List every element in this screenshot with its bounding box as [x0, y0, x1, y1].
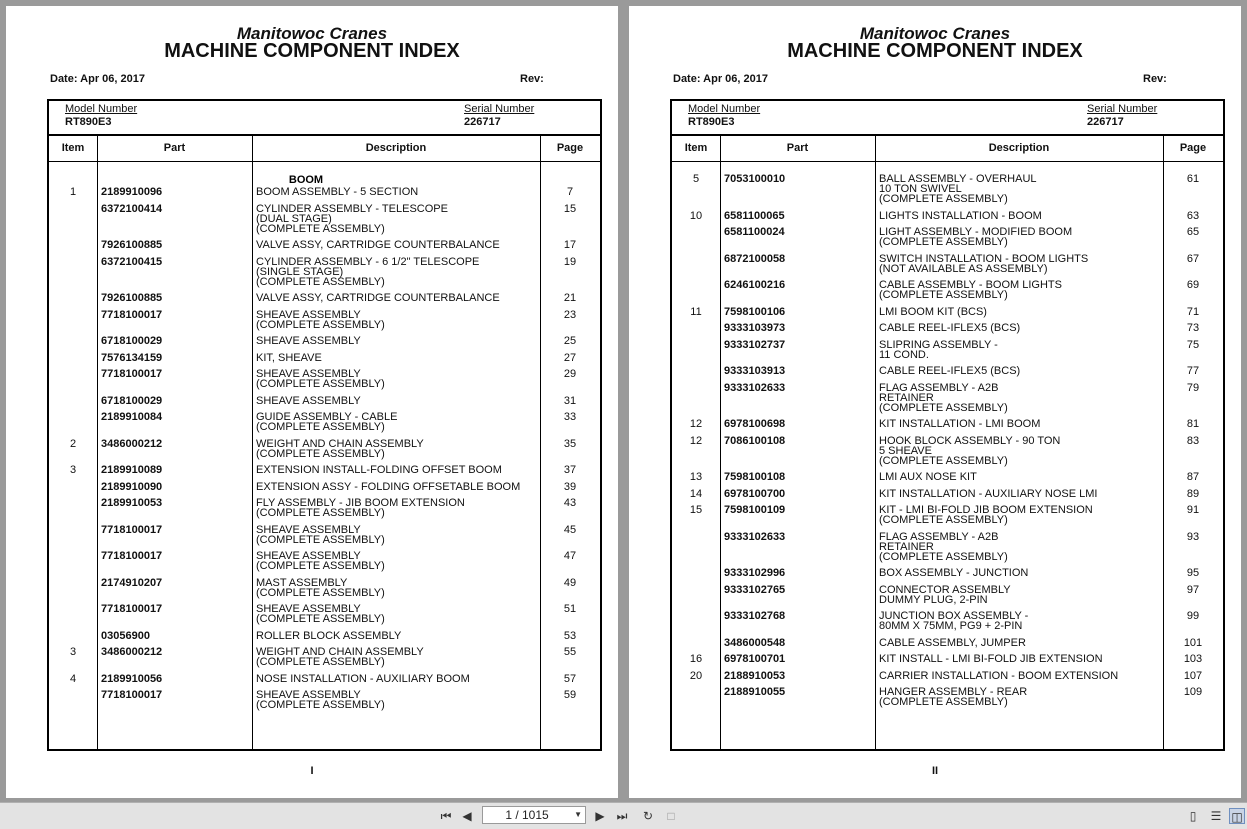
component-table: [670, 99, 1225, 751]
revision-label: Rev:: [520, 73, 544, 85]
part-number: 6581100024: [724, 226, 785, 238]
part-description: HOOK BLOCK ASSEMBLY - 90 TON 5 SHEAVE (COMPLETE ASSEMBLY): [879, 434, 1061, 467]
serial-number-value: 226717: [464, 116, 501, 128]
part-description: CABLE REEL-IFLEX5 (BCS): [879, 322, 1021, 334]
part-description: NOSE INSTALLATION - AUXILIARY BOOM: [256, 672, 470, 685]
part-number: 6872100058: [724, 252, 786, 265]
part-number: 2189910096: [101, 186, 163, 198]
part-number: 7718100017: [101, 368, 163, 380]
part-description: MAST ASSEMBLY (COMPLETE ASSEMBLY): [256, 576, 385, 599]
page-number-input[interactable]: [482, 806, 586, 824]
part-number: 2188910053: [724, 669, 786, 682]
part-number: 2174910207: [101, 576, 163, 589]
page-reference: 57: [563, 672, 577, 685]
part-description: FLY ASSEMBLY - JIB BOOM EXTENSION (COMPLETE ASSEMBLY): [256, 497, 465, 519]
item-number: 11: [690, 305, 702, 318]
page-reference: 59: [563, 689, 577, 701]
part-number: 9333102633: [724, 530, 786, 543]
page-reference: 69: [1186, 279, 1200, 291]
brand-title: Manitowoc Cranes: [236, 24, 388, 43]
part-description: FLAG ASSEMBLY - A2B RETAINER (COMPLETE ASSEMBLY): [879, 381, 1008, 414]
page-footer-number: II: [931, 765, 939, 777]
header-part: Part: [786, 142, 809, 154]
page-reference: 31: [563, 394, 577, 407]
page-reference: 89: [1186, 487, 1200, 500]
item-number: 12: [689, 434, 703, 447]
page-reference: 17: [563, 239, 577, 251]
part-number: 2189910089: [101, 464, 163, 476]
part-number: 7053100010: [724, 173, 786, 185]
header-divider: [672, 161, 1223, 162]
part-description: SHEAVE ASSEMBLY (COMPLETE ASSEMBLY): [256, 523, 385, 546]
page-reference: 61: [1186, 173, 1200, 185]
page-reference: 87: [1186, 471, 1200, 483]
part-description: CARRIER INSTALLATION - BOOM EXTENSION: [879, 669, 1119, 682]
serial-number-label: Serial Number: [464, 103, 535, 115]
fit-icon[interactable]: □: [667, 809, 675, 823]
part-number: 03056900: [101, 629, 150, 642]
page-reference: 67: [1186, 252, 1200, 265]
part-number: 7926100885: [101, 239, 163, 251]
page-reference: 73: [1186, 322, 1200, 334]
part-number: 6581100065: [724, 209, 785, 222]
header-part: Part: [163, 142, 186, 154]
page-reference: 35: [563, 437, 577, 450]
last-page-icon[interactable]: ⏭: [616, 809, 628, 823]
page-reference: 21: [563, 292, 577, 304]
page-reference: 99: [1186, 610, 1200, 622]
column-divider: [720, 134, 721, 749]
item-number: 10: [689, 209, 703, 222]
part-number: 6246100216: [724, 279, 786, 291]
part-description: KIT, SHEAVE: [256, 351, 322, 364]
document-date: Date: Apr 06, 2017: [50, 73, 145, 85]
part-number: 3486000548: [724, 636, 786, 649]
header-page: Page: [1179, 142, 1207, 154]
header-description: Description: [988, 142, 1050, 154]
chevron-down-icon[interactable]: ▼: [574, 810, 582, 819]
part-number: 6978100698: [724, 418, 786, 430]
model-number-label: Model Number: [688, 103, 761, 115]
single-page-icon[interactable]: ▯: [1189, 809, 1197, 823]
page-reference: 97: [1186, 583, 1200, 596]
continuous-icon[interactable]: ☰: [1210, 809, 1222, 823]
page-reference: 63: [1186, 209, 1200, 222]
page-reference: 39: [563, 480, 577, 493]
part-description: LIGHTS INSTALLATION - BOOM: [879, 209, 1042, 222]
model-number-value: RT890E3: [688, 116, 735, 128]
part-description: SHEAVE ASSEMBLY (COMPLETE ASSEMBLY): [256, 308, 385, 331]
page-reference: 107: [1183, 669, 1203, 682]
part-number: 7598100108: [724, 471, 786, 483]
item-number: 20: [689, 669, 703, 682]
page-reference: 91: [1186, 504, 1200, 516]
part-number: 9333102633: [724, 381, 786, 394]
part-number: 6718100029: [101, 335, 163, 347]
part-number: 7718100017: [101, 523, 163, 536]
page-reference: 77: [1186, 365, 1200, 377]
part-number: 2189910053: [101, 497, 163, 509]
document-title: MACHINE COMPONENT INDEX: [787, 40, 1083, 62]
part-description: SHEAVE ASSEMBLY: [256, 394, 361, 407]
item-number: 13: [689, 471, 703, 483]
page-reference: 103: [1183, 653, 1203, 665]
page-reference: 71: [1186, 305, 1200, 318]
page-reference: 53: [563, 629, 577, 642]
part-description: CABLE ASSEMBLY, JUMPER: [879, 636, 1026, 649]
part-number: 7926100885: [101, 292, 163, 304]
header-item: Item: [684, 142, 708, 154]
part-description: BOOM ASSEMBLY - 5 SECTION: [256, 186, 419, 198]
item-number: 2: [69, 437, 77, 450]
part-description: SHEAVE ASSEMBLY (COMPLETE ASSEMBLY): [256, 603, 385, 625]
part-number: 9333102737: [724, 338, 786, 351]
page-reference: 93: [1186, 530, 1200, 543]
column-divider: [97, 134, 98, 749]
part-number: 2189910056: [101, 672, 163, 685]
page-reference: 7: [566, 186, 574, 198]
part-description: CABLE REEL-IFLEX5 (BCS): [879, 365, 1021, 377]
brand-title: Manitowoc Cranes: [859, 24, 1011, 43]
part-number: 9333102768: [724, 610, 786, 622]
part-description: WEIGHT AND CHAIN ASSEMBLY (COMPLETE ASSEMBLY): [256, 437, 424, 460]
page-reference: 65: [1186, 226, 1200, 238]
item-number: 4: [69, 672, 77, 685]
part-description: SHEAVE ASSEMBLY: [256, 335, 361, 347]
part-number: 9333103913: [724, 365, 786, 377]
page-reference: 79: [1186, 381, 1200, 394]
page-reference: 55: [563, 646, 577, 658]
part-number: 6978100700: [724, 487, 786, 500]
header-page: Page: [556, 142, 584, 154]
item-number: 14: [689, 487, 703, 500]
prev-page-icon[interactable]: ◀: [462, 809, 472, 823]
item-number: 12: [689, 418, 703, 430]
section-heading: BOOM: [288, 174, 324, 186]
item-number: 3: [69, 646, 77, 658]
part-number: 6978100701: [724, 653, 786, 665]
part-description: KIT INSTALL - LMI BI-FOLD JIB EXTENSION: [879, 653, 1103, 665]
part-description: VALVE ASSY, CARTRIDGE COUNTERBALANCE: [256, 239, 500, 251]
model-number-value: RT890E3: [65, 116, 112, 128]
part-number: 9333103973: [724, 322, 786, 334]
page-reference: 95: [1186, 567, 1200, 579]
part-description: SWITCH INSTALLATION - BOOM LIGHTS (NOT AVAILABLE AS ASSEMBLY): [879, 252, 1089, 275]
viewer-toolbar: [0, 802, 1247, 829]
part-description: CABLE ASSEMBLY - BOOM LIGHTS (COMPLETE ASSEMBLY): [879, 279, 1062, 301]
page-reference: 49: [563, 576, 577, 589]
part-description: BOX ASSEMBLY - JUNCTION: [879, 567, 1029, 579]
page-reference: 19: [563, 255, 577, 268]
page-footer-number: I: [310, 765, 314, 777]
part-number: 6372100414: [101, 202, 163, 215]
part-number: 7598100109: [724, 504, 786, 516]
page-reference: 83: [1186, 434, 1200, 447]
part-description: FLAG ASSEMBLY - A2B RETAINER (COMPLETE ASSEMBLY): [879, 530, 1008, 563]
item-number: 16: [689, 653, 703, 665]
part-description: LMI BOOM KIT (BCS): [879, 305, 987, 318]
part-description: SHEAVE ASSEMBLY (COMPLETE ASSEMBLY): [256, 550, 385, 572]
part-description: EXTENSION ASSY - FOLDING OFFSETABLE BOOM: [256, 480, 521, 493]
part-number: 2189910090: [101, 480, 163, 493]
item-number: 5: [692, 173, 700, 185]
part-description: LMI AUX NOSE KIT: [879, 471, 977, 483]
part-number: 2188910055: [724, 686, 786, 698]
part-number: 6718100029: [101, 394, 163, 407]
part-description: SHEAVE ASSEMBLY (COMPLETE ASSEMBLY): [256, 689, 385, 711]
part-description: BALL ASSEMBLY - OVERHAUL 10 TON SWIVEL (COMPLETE ASSEMBLY): [879, 173, 1037, 205]
page-reference: 27: [563, 351, 577, 364]
page-reference: 25: [563, 335, 577, 347]
part-number: 6372100415: [101, 255, 163, 268]
page-reference: 109: [1183, 686, 1203, 698]
first-page-icon[interactable]: ⏮: [440, 809, 452, 823]
part-description: JUNCTION BOX ASSEMBLY - 80MM X 75MM, PG9 + 2-PIN: [879, 610, 1029, 632]
model-number-label: Model Number: [65, 103, 138, 115]
revision-label: Rev:: [1143, 73, 1167, 85]
part-number: 7718100017: [101, 308, 163, 321]
item-number: 15: [689, 504, 703, 516]
part-number: 7718100017: [101, 689, 163, 701]
header-description: Description: [365, 142, 427, 154]
part-description: ROLLER BLOCK ASSEMBLY: [256, 629, 402, 642]
document-title: MACHINE COMPONENT INDEX: [164, 40, 460, 62]
part-description: HANGER ASSEMBLY - REAR (COMPLETE ASSEMBLY): [879, 686, 1028, 708]
next-page-icon[interactable]: ▶: [595, 809, 605, 823]
document-page-left: [6, 6, 618, 798]
part-number: 7576134159: [101, 351, 163, 364]
rotate-icon[interactable]: ↻: [642, 809, 654, 823]
document-date: Date: Apr 06, 2017: [673, 73, 768, 85]
part-number: 9333102765: [724, 583, 786, 596]
part-description: GUIDE ASSEMBLY - CABLE (COMPLETE ASSEMBLY): [256, 411, 398, 433]
part-description: EXTENSION INSTALL-FOLDING OFFSET BOOM: [256, 464, 502, 476]
page-reference: 51: [563, 603, 577, 615]
header-divider: [49, 161, 600, 162]
column-divider: [875, 134, 876, 749]
part-description: KIT - LMI BI-FOLD JIB BOOM EXTENSION (COMPLETE ASSEMBLY): [879, 504, 1093, 526]
page-indicator: 1 / 1015: [505, 808, 549, 822]
part-description: CYLINDER ASSEMBLY - 6 1/2" TELESCOPE (SINGLE STAGE) (COMPLETE ASSEMBLY): [256, 255, 480, 288]
part-description: KIT INSTALLATION - AUXILIARY NOSE LMI: [879, 487, 1098, 500]
page-reference: 37: [563, 464, 577, 476]
part-number: 2189910084: [101, 411, 163, 423]
part-description: LIGHT ASSEMBLY - MODIFIED BOOM (COMPLETE ASSEMBLY): [879, 226, 1073, 248]
part-description: SHEAVE ASSEMBLY (COMPLETE ASSEMBLY): [256, 368, 385, 390]
part-description: SLIPRING ASSEMBLY - 11 COND.: [879, 338, 998, 361]
part-description: VALVE ASSY, CARTRIDGE COUNTERBALANCE: [256, 292, 500, 304]
part-number: 3486000212: [101, 646, 163, 658]
part-number: 7598100106: [724, 305, 786, 318]
page-reference: 15: [563, 202, 577, 215]
part-number: 3486000212: [101, 437, 163, 450]
part-description: CYLINDER ASSEMBLY - TELESCOPE (DUAL STAGE) (COMPLETE ASSEMBLY): [256, 202, 448, 235]
item-number: 1: [69, 186, 77, 198]
machine-info: [49, 101, 600, 136]
column-divider: [252, 134, 253, 749]
part-number: 7086100108: [724, 434, 786, 447]
machine-info: [672, 101, 1223, 136]
document-page-right: [629, 6, 1241, 798]
page-reference: 47: [563, 550, 577, 562]
part-description: WEIGHT AND CHAIN ASSEMBLY (COMPLETE ASSEMBLY): [256, 646, 424, 668]
page-reference: 101: [1183, 636, 1203, 649]
part-number: 7718100017: [101, 550, 163, 562]
part-number: 9333102996: [724, 567, 786, 579]
part-number: 7718100017: [101, 603, 163, 615]
page-reference: 81: [1186, 418, 1200, 430]
item-number: 3: [69, 464, 77, 476]
serial-number-value: 226717: [1087, 116, 1124, 128]
page-reference: 43: [563, 497, 577, 509]
page-reference: 33: [563, 411, 577, 423]
two-page-icon[interactable]: ◫: [1229, 808, 1245, 824]
header-item: Item: [61, 142, 85, 154]
part-description: CONNECTOR ASSEMBLY DUMMY PLUG, 2-PIN: [879, 583, 1011, 606]
component-table: [47, 99, 602, 751]
page-reference: 45: [563, 523, 577, 536]
serial-number-label: Serial Number: [1087, 103, 1158, 115]
page-reference: 29: [563, 368, 577, 380]
page-reference: 23: [563, 308, 577, 321]
page-reference: 75: [1186, 338, 1200, 351]
part-description: KIT INSTALLATION - LMI BOOM: [879, 418, 1041, 430]
